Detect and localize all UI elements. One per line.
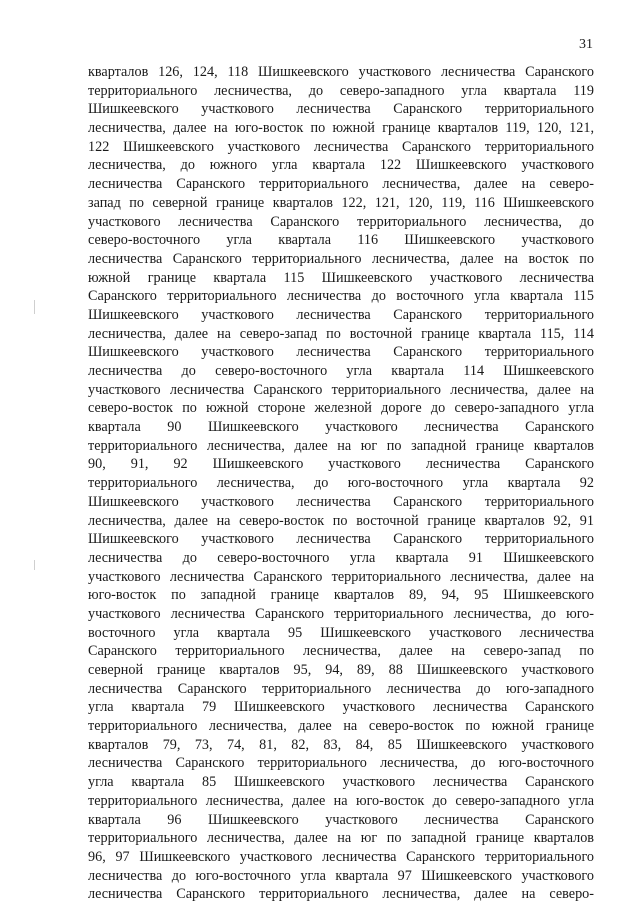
- text-line: территориального лесничества, далее на юг по западной границе кварталов: [88, 830, 594, 847]
- scan-margin-mark: [34, 300, 35, 314]
- text-line: лесничества Саранского территориального лесничества, далее на северо-: [88, 886, 594, 903]
- text-line: Саранского территориального лесничества до восточного угла квартала 115: [88, 288, 594, 305]
- text-line: территориального лесничества, до северо-западного угла квартала 119: [88, 82, 594, 99]
- text-line: Шишкеевского участкового лесничества Саранского территориального: [88, 306, 594, 323]
- text-line: восточного угла квартала 95 Шишкеевского участкового лесничества: [88, 624, 594, 641]
- text-line: квартала 90 Шишкеевского участкового лесничества Саранского: [88, 419, 594, 436]
- text-line: Шишкеевского участкового лесничества Саранского территориального: [88, 101, 594, 118]
- scan-margin-mark: [34, 560, 35, 570]
- text-line: лесничества Саранского территориального лесничества, до юго-восточного: [88, 755, 594, 772]
- text-line: Шишкеевского участкового лесничества Саранского территориального: [88, 531, 594, 548]
- text-line: северной границе кварталов 95, 94, 89, 88 Шишкеевского участкового: [88, 662, 594, 678]
- text-line: угла квартала 79 Шишкеевского участкового лесничества Саранского: [88, 699, 594, 716]
- text-line: лесничества, далее на северо-запад по восточной границе квартала 115, 114: [88, 325, 594, 342]
- text-line: лесничества Саранского территориального лесничества, далее на северо-: [88, 176, 594, 193]
- text-line: 90, 91, 92 Шишкеевского участкового лесничества Саранского: [88, 456, 594, 473]
- text-line: лесничества до северо-восточного угла квартала 91 Шишкеевского: [88, 549, 594, 566]
- page-number: 31: [579, 37, 593, 52]
- text-line: кварталов 79, 73, 74, 81, 82, 83, 84, 85 Шишкеевского участкового: [88, 736, 594, 753]
- text-line: Саранского территориального лесничества, далее на северо-запад по: [88, 643, 594, 660]
- text-line: северо-восточного угла квартала 116 Шишкеевского участкового: [88, 232, 594, 249]
- text-line: запад по северной границе кварталов 122, 121, 120, 119, 116 Шишкеевского: [88, 194, 594, 211]
- body-text: [88, 63, 594, 904]
- text-line: участкового лесничества Саранского территориального лесничества, далее на: [88, 381, 594, 398]
- text-line: юго-восток по западной границе кварталов 89, 94, 95 Шишкеевского: [88, 587, 594, 604]
- text-line: лесничества, далее на северо-восток по восточной границе кварталов 92, 91: [88, 512, 594, 529]
- text-line: Шишкеевского участкового лесничества Саранского территориального: [88, 344, 594, 361]
- text-line: северо-восток по южной стороне железной дороге до северо-западного угла: [88, 400, 594, 417]
- text-line: лесничества, далее на юго-восток по южной границе кварталов 119, 120, 121,: [88, 120, 594, 137]
- text-line: южной границе квартала 115 Шишкеевского участкового лесничества: [88, 269, 594, 286]
- text-line: лесничества, до южного угла квартала 122 Шишкеевского участкового: [88, 157, 594, 174]
- text-line: лесничества Саранского территориального лесничества до юго-западного: [88, 680, 594, 697]
- text-line: территориального лесничества, далее на юг по западной границе кварталов: [88, 437, 594, 454]
- text-line: 122 Шишкеевского участкового лесничества Саранского территориального: [88, 138, 594, 155]
- text-line: лесничества Саранского территориального лесничества, далее на восток по: [88, 250, 594, 267]
- text-line: территориального лесничества, далее на юго-восток до северо-западного угла: [88, 792, 594, 809]
- text-line: квартала 96 Шишкеевского участкового лесничества Саранского: [88, 811, 594, 828]
- text-line: участкового лесничества Саранского территориального лесничества, до юго-: [88, 605, 594, 622]
- text-line: участкового лесничества Саранского территориального лесничества, далее на: [88, 568, 594, 585]
- text-line: лесничества до северо-восточного угла квартала 114 Шишкеевского: [88, 363, 594, 379]
- text-line: лесничества до юго-восточного угла квартала 97 Шишкеевского участкового: [88, 867, 594, 884]
- text-line: территориального лесничества, до юго-восточного угла квартала 92: [88, 475, 594, 492]
- text-line: участкового лесничества Саранского территориального лесничества, до: [88, 213, 594, 230]
- text-line: угла квартала 85 Шишкеевского участкового лесничества Саранского: [88, 774, 594, 791]
- text-line: территориального лесничества, далее на северо-восток по южной границе: [88, 718, 594, 735]
- text-line: 96, 97 Шишкеевского участкового лесничества Саранского территориального: [88, 848, 594, 865]
- text-line: кварталов 126, 124, 118 Шишкеевского участкового лесничества Саранского: [88, 64, 594, 80]
- text-line: Шишкеевского участкового лесничества Саранского территориального: [88, 493, 594, 510]
